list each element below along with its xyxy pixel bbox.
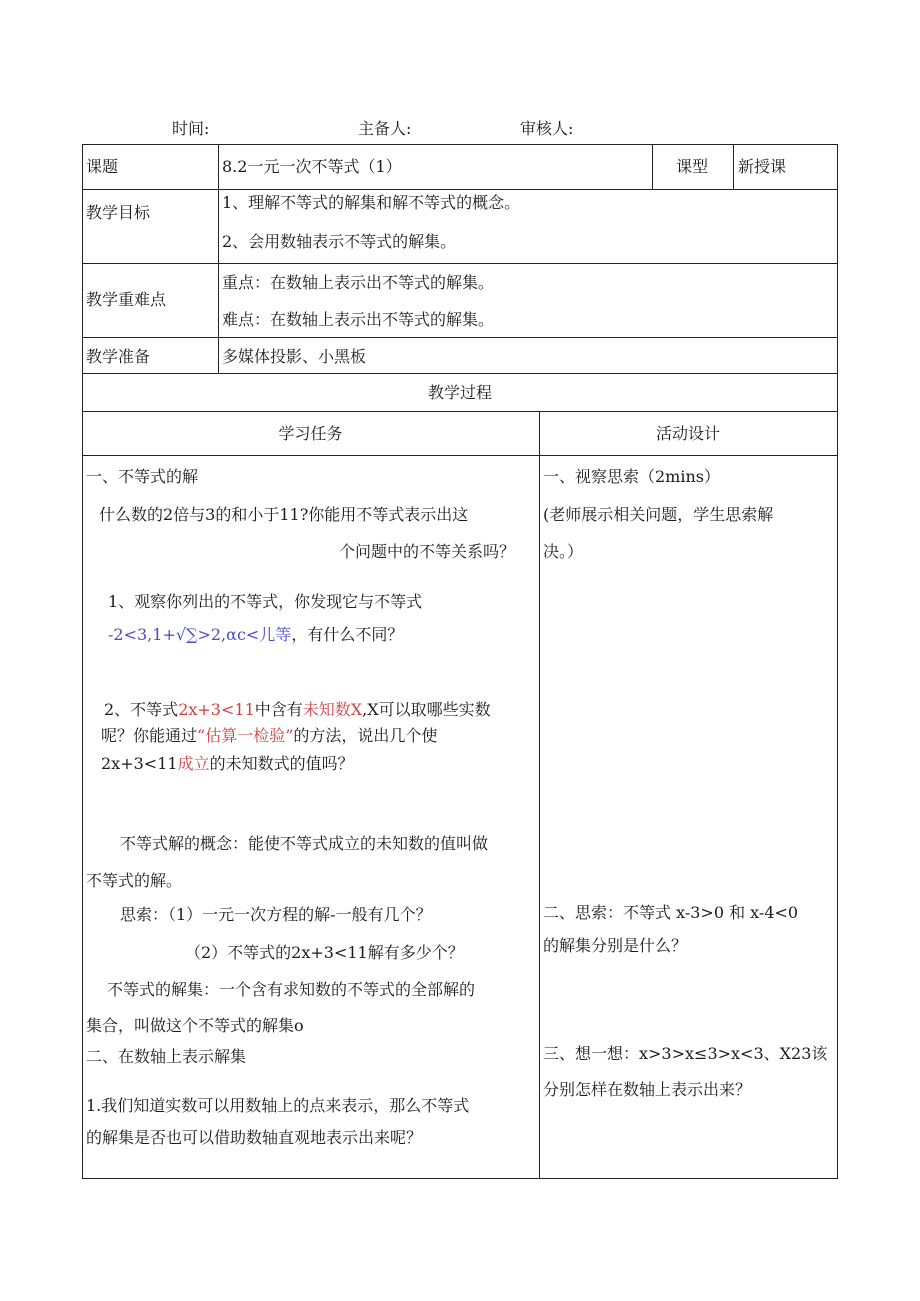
goal-2: 2、会用数轴表示不等式的解集。 bbox=[222, 232, 457, 251]
rule-prep bbox=[82, 373, 838, 374]
topic-value: 8.2一元一次不等式（1） bbox=[222, 157, 402, 176]
part-2-text-a: 2、不等式 bbox=[104, 700, 179, 719]
part-2-quote: “估算一检验” bbox=[197, 726, 294, 745]
rule-process bbox=[82, 411, 838, 412]
prep-value: 多媒体投影、小黑板 bbox=[222, 347, 367, 366]
part-2-inequality: 2x+3<11 bbox=[178, 700, 255, 719]
column-activity-header: 活动设计 bbox=[655, 424, 720, 443]
key-label: 教学重难点 bbox=[86, 290, 167, 309]
goals-label: 教学目标 bbox=[86, 203, 151, 222]
type-label: 课型 bbox=[676, 157, 709, 176]
rule-columns bbox=[82, 455, 838, 456]
question-line-2: 个问题中的不等关系吗？ bbox=[339, 542, 516, 561]
rule-right bbox=[837, 144, 838, 1179]
question-line-1: 什么数的2倍与3的和小于11?你能用不等式表示出这 bbox=[99, 505, 469, 524]
part-2-text-g: 的未知数式的值吗？ bbox=[209, 754, 354, 773]
part-2-text-b: 中含有 bbox=[254, 700, 303, 719]
activity-1-line-2: (老师展示相关问题，学生思索解 bbox=[543, 505, 774, 524]
part-2-text-d: 呢？你能通过 bbox=[101, 726, 198, 745]
preparer-label: 主备人: bbox=[358, 119, 412, 138]
rule-top bbox=[82, 144, 838, 145]
section-2-title: 二、在数轴上表示解集 bbox=[86, 1047, 247, 1066]
process-title: 教学过程 bbox=[427, 383, 492, 402]
observe-tail: ，有什么不同？ bbox=[291, 625, 404, 644]
key-point-1: 重点：在数轴上表示出不等式的解集。 bbox=[222, 273, 495, 292]
section-1-title: 一、不等式的解 bbox=[86, 467, 199, 486]
activity-2-line-1: 二、思索：不等式 x-3>0 和 x-4<0 bbox=[543, 903, 799, 922]
rule-type-right bbox=[733, 144, 734, 189]
type-value: 新授课 bbox=[738, 157, 787, 176]
rule-left bbox=[82, 144, 83, 1179]
think-1: 思索：（1）一元一次方程的解-一般有几个？ bbox=[120, 905, 432, 924]
part-2-text-e: 的方法，说出几个使 bbox=[293, 726, 438, 745]
rule-label-col bbox=[218, 144, 219, 373]
column-task-header: 学习任务 bbox=[278, 424, 343, 443]
observe-line-2 bbox=[108, 624, 403, 646]
section-2-line-2: 的解集是否也可以借助数轴直观地表示出来呢？ bbox=[86, 1128, 423, 1147]
solution-set-line-2: 集合，叫做这个不等式的解集o bbox=[86, 1016, 304, 1035]
topic-label: 课题 bbox=[86, 157, 119, 176]
rule-activity-col bbox=[539, 411, 540, 1178]
part-2-holds: 成立 bbox=[177, 754, 210, 773]
concept-line-2: 不等式的解。 bbox=[86, 871, 183, 890]
goal-1: 1、理解不等式的解集和解不等式的概念。 bbox=[222, 193, 521, 212]
part-2-text-c: ,X可以取哪些实数 bbox=[362, 700, 491, 719]
rule-type-left bbox=[652, 144, 653, 189]
part-2-line-2 bbox=[101, 725, 437, 747]
activity-2-line-2: 的解集分别是什么？ bbox=[543, 936, 688, 955]
time-label: 时间: bbox=[172, 119, 210, 138]
concept-line-1: 不等式解的概念：能使不等式成立的未知数的值叫做 bbox=[120, 834, 489, 853]
key-point-2: 难点：在数轴上表示出不等式的解集。 bbox=[222, 310, 495, 329]
example-inequalities: -2<3,1+√∑>2,αc<儿等 bbox=[108, 625, 292, 644]
part-2-unknown: 未知数X bbox=[302, 700, 363, 719]
section-2-line-1: 1.我们知道实数可以用数轴上的点来表示，那么不等式 bbox=[86, 1096, 470, 1115]
prep-label: 教学准备 bbox=[86, 347, 151, 366]
solution-set-line-1: 不等式的解集：一个含有求知数的不等式的全部解的 bbox=[107, 980, 476, 999]
activity-1-line-1: 一、视察思索（2mins） bbox=[543, 467, 720, 486]
part-2-line-3 bbox=[101, 753, 354, 775]
part-2-text-f: 2x+3<11 bbox=[101, 754, 178, 773]
activity-3-line-1: 三、想一想：x>3>x≤3>x<3、X23该 bbox=[543, 1044, 828, 1063]
observe-line-1: 1、观察你列出的不等式，你发现它与不等式 bbox=[108, 592, 423, 611]
rule-bottom bbox=[82, 1178, 838, 1179]
activity-3-line-2: 分别怎样在数轴上表示出来？ bbox=[543, 1080, 752, 1099]
part-2-line-1 bbox=[104, 699, 491, 721]
think-2: （2）不等式的2x+3<11解有多少个？ bbox=[185, 943, 464, 962]
rule-goals bbox=[82, 263, 838, 264]
rule-key bbox=[82, 337, 838, 338]
reviewer-label: 审核人: bbox=[520, 119, 574, 138]
activity-1-line-3: 决。） bbox=[543, 542, 584, 561]
rule-topic bbox=[82, 189, 838, 190]
